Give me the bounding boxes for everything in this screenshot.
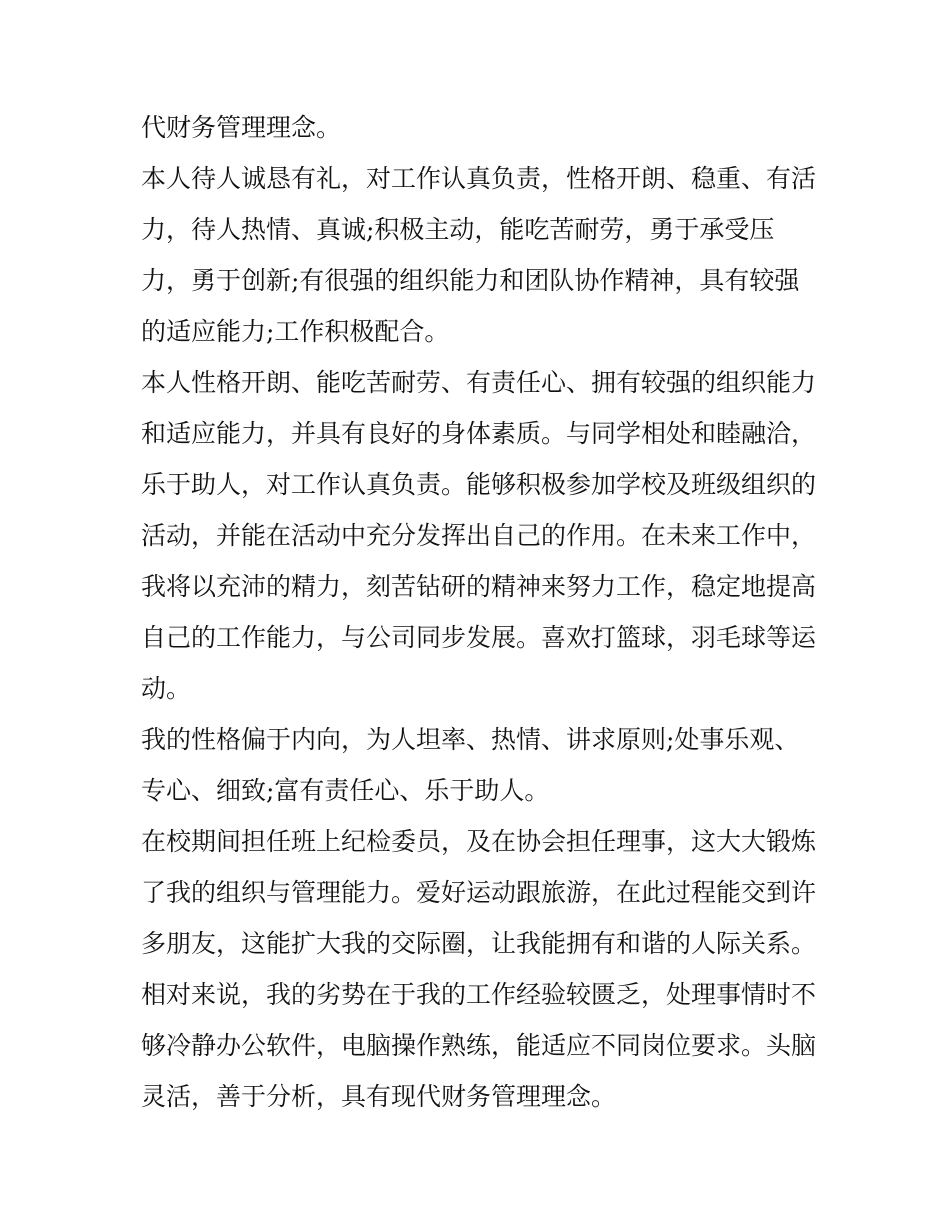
- text-line: 代财务管理理念。: [141, 113, 342, 142]
- text-line: 本人性格开朗、能吃苦耐劳、有责任心、拥有较强的组织能力: [141, 368, 817, 397]
- text-line: 我的性格偏于内向，为人坦率、热情、讲求原则;处事乐观、: [141, 725, 800, 754]
- text-line: 乐于助人，对工作认真负责。能够积极参加学校及班级组织的: [141, 470, 817, 499]
- text-line: 力，待人热情、真诚;积极主动，能吃苦耐劳，勇于承受压: [141, 215, 775, 244]
- text-line: 我将以充沛的精力，刻苦钻研的精神来努力工作，稳定地提高: [141, 572, 817, 601]
- text-line: 动。: [141, 674, 192, 703]
- text-line: 力，勇于创新;有很强的组织能力和团队协作精神，具有较强: [141, 266, 800, 295]
- text-line: 了我的组织与管理能力。爱好运动跟旅游，在此过程能交到许: [141, 878, 817, 907]
- document-body: [141, 110, 821, 1130]
- text-line: 专心、细致;富有责任心、乐于助人。: [141, 776, 550, 805]
- text-line: 的适应能力;工作积极配合。: [141, 317, 450, 346]
- text-line: 活动，并能在活动中充分发挥出自己的作用。在未来工作中，: [141, 521, 817, 550]
- text-line: 灵活，善于分析，具有现代财务管理理念。: [141, 1082, 617, 1111]
- text-line: 自己的工作能力，与公司同步发展。喜欢打篮球，羽毛球等运: [141, 623, 817, 652]
- text-line: 本人待人诚恳有礼，对工作认真负责，性格开朗、稳重、有活: [141, 164, 817, 193]
- text-line: 多朋友，这能扩大我的交际圈，让我能拥有和谐的人际关系。: [141, 929, 817, 958]
- text-line: 相对来说，我的劣势在于我的工作经验较匮乏，处理事情时不: [141, 980, 817, 1009]
- text-line: 在校期间担任班上纪检委员，及在协会担任理事，这大大锻炼: [141, 827, 817, 856]
- text-line: 够冷静办公软件，电脑操作熟练，能适应不同岗位要求。头脑: [141, 1031, 817, 1060]
- text-line: 和适应能力，并具有良好的身体素质。与同学相处和睦融洽，: [141, 419, 817, 448]
